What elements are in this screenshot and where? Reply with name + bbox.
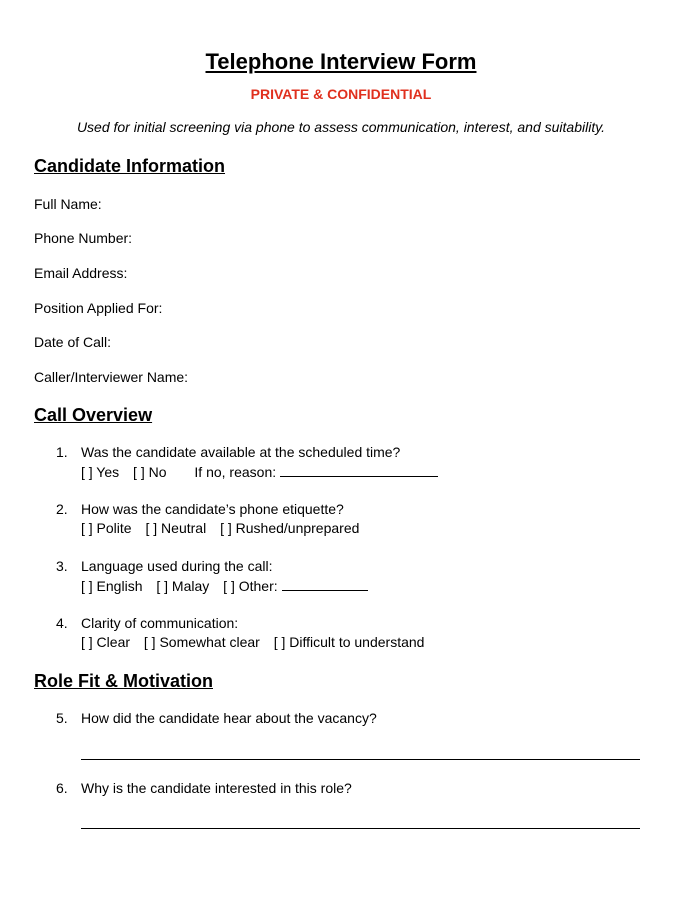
question-clarity: Clarity of communication: <box>81 615 239 631</box>
answer-line-vacancy-source[interactable] <box>81 759 640 760</box>
options-availability <box>81 463 448 480</box>
checkbox-neutral[interactable]: [ ] Neutral <box>145 520 207 536</box>
options-clarity <box>81 634 434 650</box>
question-language: Language used during the call: <box>81 558 273 574</box>
question-phone-etiquette: How was the candidate’s phone etiquette? <box>81 501 344 517</box>
question-number: 6. <box>56 780 68 796</box>
section-heading-candidate-info: Candidate Information <box>34 156 226 176</box>
field-phone-number: Phone Number: <box>34 230 133 246</box>
checkbox-english[interactable]: [ ] English <box>81 578 143 594</box>
section-heading-role-fit: Role Fit & Motivation <box>34 671 213 691</box>
checkbox-yes[interactable]: [ ] Yes <box>81 464 120 480</box>
question-availability: Was the candidate available at the scheduled time? <box>81 444 401 460</box>
section-heading-call-overview: Call Overview <box>34 405 153 425</box>
form-title: Telephone Interview Form <box>205 49 477 74</box>
field-date-of-call: Date of Call: <box>34 334 112 350</box>
answer-line-role-interest[interactable] <box>81 828 640 829</box>
options-phone-etiquette <box>81 520 369 536</box>
checkbox-other[interactable]: [ ] Other: <box>223 578 278 594</box>
reason-label: If no, reason: <box>194 464 277 480</box>
other-language-blank[interactable] <box>282 577 368 591</box>
question-number: 5. <box>56 710 68 726</box>
options-language <box>81 577 378 594</box>
reason-blank[interactable] <box>280 463 438 477</box>
field-position-applied: Position Applied For: <box>34 300 163 316</box>
field-full-name: Full Name: <box>34 196 102 212</box>
checkbox-clear[interactable]: [ ] Clear <box>81 634 131 650</box>
checkbox-rushed[interactable]: [ ] Rushed/unprepared <box>220 520 360 536</box>
field-interviewer-name: Caller/Interviewer Name: <box>34 369 189 385</box>
field-email-address: Email Address: <box>34 265 128 281</box>
question-number: 4. <box>56 615 68 631</box>
question-number: 3. <box>56 558 68 574</box>
checkbox-malay[interactable]: [ ] Malay <box>156 578 210 594</box>
confidential-label: PRIVATE & CONFIDENTIAL <box>250 86 432 102</box>
question-role-interest: Why is the candidate interested in this role? <box>81 780 352 796</box>
checkbox-no[interactable]: [ ] No <box>133 464 167 480</box>
question-vacancy-source: How did the candidate hear about the vacancy? <box>81 710 377 726</box>
question-number: 2. <box>56 501 68 517</box>
checkbox-difficult[interactable]: [ ] Difficult to understand <box>273 634 425 650</box>
form-intro: Used for initial screening via phone to assess communication, interest, and suitability. <box>76 119 606 135</box>
checkbox-somewhat-clear[interactable]: [ ] Somewhat clear <box>143 634 260 650</box>
question-number: 1. <box>56 444 68 460</box>
checkbox-polite[interactable]: [ ] Polite <box>81 520 132 536</box>
